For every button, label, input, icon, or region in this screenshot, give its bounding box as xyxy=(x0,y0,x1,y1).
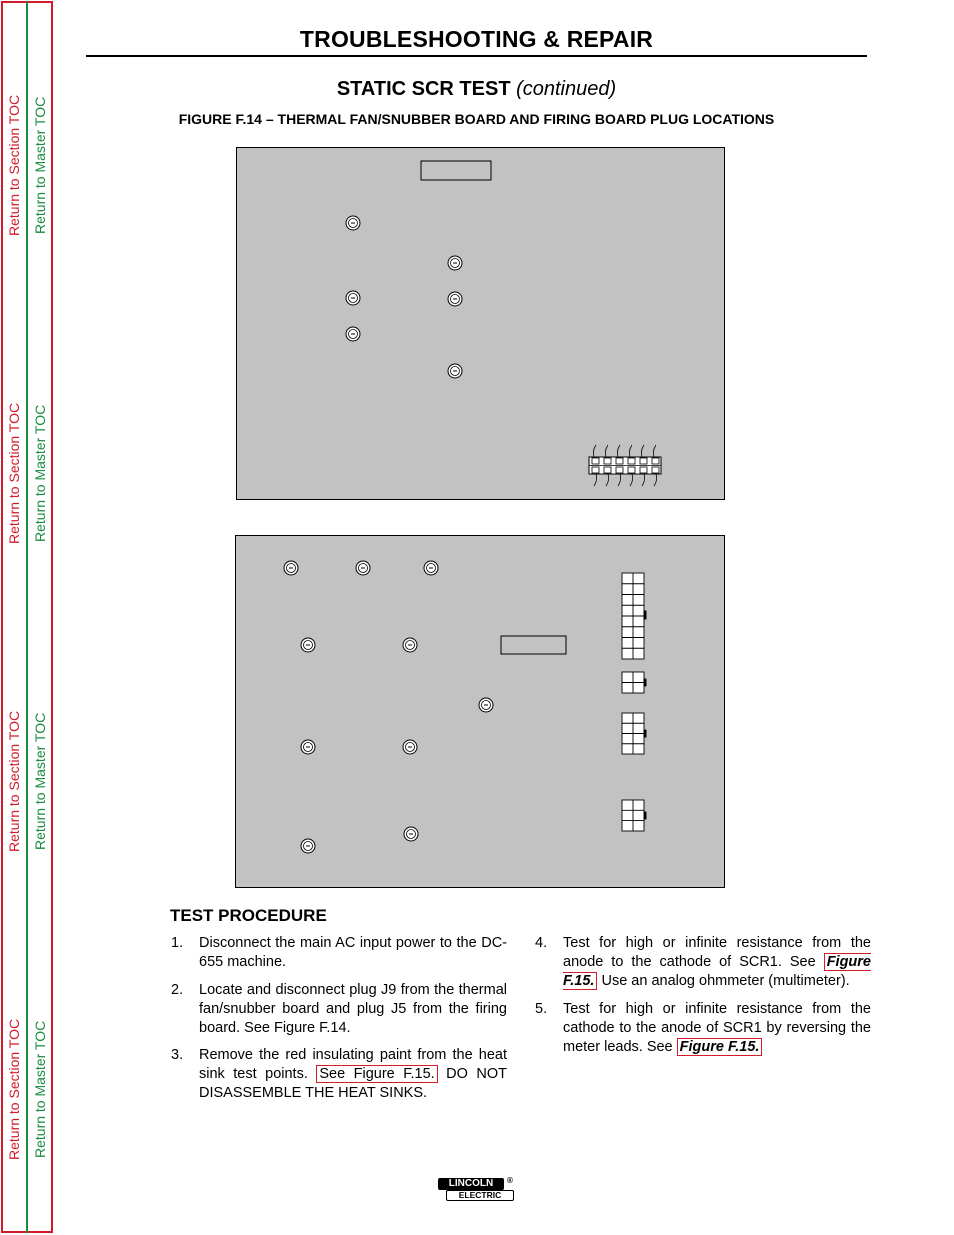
return-to-master-toc-link-4[interactable]: Return to Master TOC xyxy=(32,1020,48,1158)
terminal-post xyxy=(448,364,462,378)
step-number: 3. xyxy=(171,1047,184,1063)
terminal-post xyxy=(404,827,418,841)
procedure-step-3 xyxy=(171,1046,507,1106)
connector-4-pin xyxy=(622,672,646,693)
terminal-post xyxy=(403,638,417,652)
toc-divider xyxy=(26,1,28,1233)
step-number: 2. xyxy=(171,982,184,998)
registered-mark: ® xyxy=(507,1176,513,1185)
terminal-post xyxy=(301,839,315,853)
thermal-fan-snubber-board xyxy=(236,147,725,500)
plug-j5-connector xyxy=(622,573,646,659)
terminal-post xyxy=(424,561,438,575)
step-text: Disconnect the main AC input power to the DC-655 machine. xyxy=(199,935,507,970)
step-number: 1. xyxy=(171,935,184,951)
test-procedure-heading: TEST PROCEDURE xyxy=(170,906,327,925)
figure-f15-link[interactable]: Figure F.15. xyxy=(563,954,871,989)
terminal-post xyxy=(479,698,493,712)
figure-f15-link[interactable]: Figure F.15. xyxy=(677,1038,763,1056)
procedure-step-5 xyxy=(535,1000,871,1060)
procedure-step-2 xyxy=(171,981,507,1041)
firing-board xyxy=(235,535,725,888)
terminal-post xyxy=(448,292,462,306)
terminal-post xyxy=(346,327,360,341)
connector-8-pin xyxy=(622,713,646,754)
procedure-step-4 xyxy=(535,934,871,994)
subtitle-main: STATIC SCR TEST xyxy=(336,78,511,100)
step-text xyxy=(199,1046,507,1103)
terminal-post xyxy=(403,740,417,754)
step-number: 5. xyxy=(535,1001,548,1017)
connector-6-pin xyxy=(622,800,646,831)
step-number: 4. xyxy=(535,935,548,951)
return-to-master-toc-link-1[interactable]: Return to Master TOC xyxy=(32,96,48,234)
plug-j9-connector xyxy=(589,445,661,486)
subtitle-continued: (continued) xyxy=(516,78,617,100)
step-text-part: DO NOT DISASSEMBLE THE HEAT SINKS. xyxy=(199,1066,508,1101)
step-text xyxy=(563,934,871,991)
lower-board-label-block xyxy=(501,636,566,654)
logo-electric: ELECTRIC xyxy=(446,1190,514,1201)
procedure-step-1 xyxy=(171,934,507,974)
terminal-post xyxy=(356,561,370,575)
return-to-section-toc-link-4[interactable]: Return to Section TOC xyxy=(6,1018,22,1160)
page-title: TROUBLESHOOTING & REPAIR xyxy=(299,26,654,52)
return-to-section-toc-link-2[interactable]: Return to Section TOC xyxy=(6,402,22,544)
terminal-post xyxy=(346,216,360,230)
lower-board-terminals xyxy=(284,561,493,853)
terminal-post xyxy=(301,638,315,652)
section-subtitle xyxy=(86,78,867,101)
logo-lincoln: LINCOLN xyxy=(438,1178,504,1190)
terminal-post xyxy=(346,291,360,305)
figure-caption: FIGURE F.14 – THERMAL FAN/SNUBBER BOARD AND FIRING BOARD PLUG LOCATIONS xyxy=(178,111,775,127)
terminal-post xyxy=(284,561,298,575)
terminal-post xyxy=(301,740,315,754)
lincoln-electric-logo xyxy=(438,1178,516,1204)
return-to-master-toc-link-3[interactable]: Return to Master TOC xyxy=(32,712,48,850)
step-text-part: Test for high or infinite resistance from the anode to the cathode of SCR1. See xyxy=(563,935,871,970)
return-to-section-toc-link-3[interactable]: Return to Section TOC xyxy=(6,710,22,852)
return-to-master-toc-link-2[interactable]: Return to Master TOC xyxy=(32,404,48,542)
step-text-part: Use an analog ohmmeter (multimeter). xyxy=(601,973,850,989)
step-text-part: Remove the red insulating paint from the heat sink test points. xyxy=(199,1047,507,1082)
lower-board-drawing xyxy=(236,536,726,889)
step-text: Locate and disconnect plug J9 from the thermal fan/snubber board and plug J5 from the firing board. See Figure F.14. xyxy=(199,982,507,1036)
step-text xyxy=(563,1000,871,1057)
title-rule xyxy=(86,55,867,57)
upper-board-label-block xyxy=(421,161,491,180)
return-to-section-toc-link-1[interactable]: Return to Section TOC xyxy=(6,94,22,236)
figure-f15-link[interactable]: See Figure F.15. xyxy=(316,1065,437,1083)
step-text-part: Test for high or infinite resistance from the cathode to the anode of SCR1 by reversing the meter leads. See xyxy=(563,1001,871,1055)
upper-board-drawing xyxy=(237,148,726,501)
terminal-post xyxy=(448,256,462,270)
upper-board-terminals xyxy=(346,216,462,378)
